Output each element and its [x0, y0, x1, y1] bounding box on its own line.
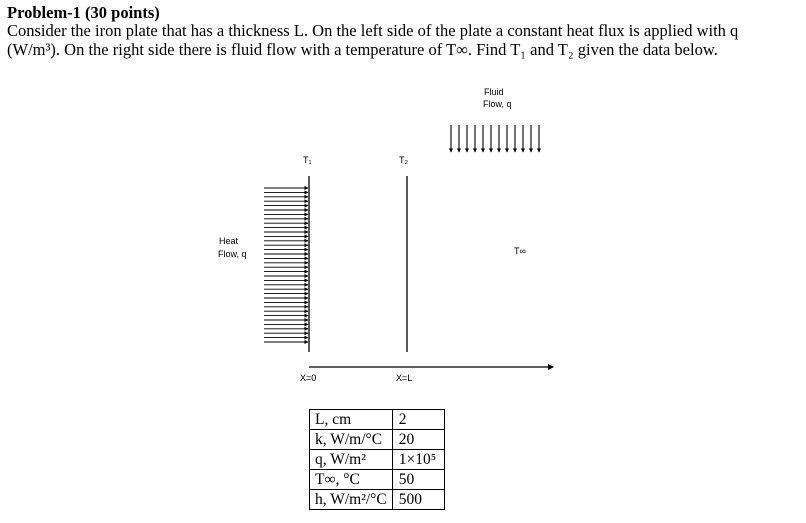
fluid-flow-label-1: Fluid: [484, 87, 504, 97]
param-cell: k, W/m/°C: [310, 430, 393, 450]
data-table: [309, 409, 445, 510]
t2-label: T₂: [399, 155, 408, 165]
param-cell: h, W/m²/°C: [310, 490, 393, 510]
param-cell: T∞, °C: [310, 470, 393, 490]
value-cell: 500: [392, 490, 444, 510]
table-row: [310, 410, 445, 430]
t1-label: T₁: [303, 155, 312, 165]
x0-label: X=0: [300, 373, 317, 383]
table-row: [310, 450, 445, 470]
value-cell: 1×10⁵: [392, 450, 444, 470]
heat-flow-label-1: Heat: [219, 236, 239, 246]
value-cell: 20: [392, 430, 444, 450]
fluid-flow-arrows: [451, 125, 539, 152]
problem-line-2: (W/m³). On the right side there is fluid flow with a temperature of T∞. Find T₁ and T₂ given the data below.: [7, 40, 718, 59]
tinf-label: T∞: [514, 246, 526, 256]
fluid-flow-label-2: Flow, q: [483, 99, 512, 109]
xl-label: X=L: [396, 373, 413, 383]
problem-line-1: Consider the iron plate that has a thickness L. On the left side of the plate a constant heat flux is applied with q: [7, 21, 739, 40]
heat-flow-label-2: Flow, q: [218, 249, 247, 259]
param-cell: q, W/m²: [310, 450, 393, 470]
heat-flux-arrows: [264, 188, 308, 342]
param-cell: L, cm: [310, 410, 393, 430]
table-row: [310, 470, 445, 490]
table-row: [310, 490, 445, 510]
problem-title: Problem-1 (30 points): [7, 3, 160, 22]
table-row: [310, 430, 445, 450]
value-cell: 2: [392, 410, 444, 430]
value-cell: 50: [392, 470, 444, 490]
